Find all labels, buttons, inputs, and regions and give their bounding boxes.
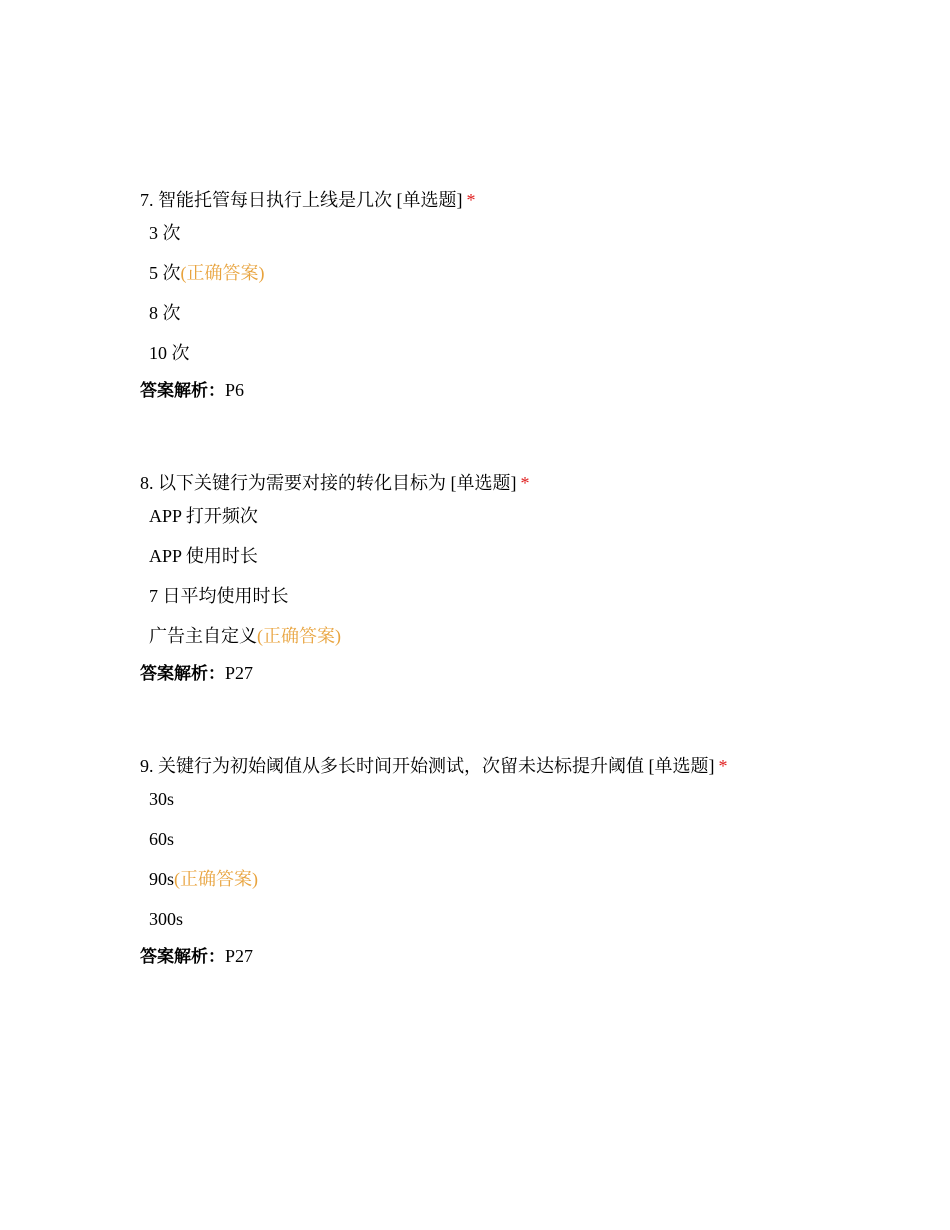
option-text: 300s <box>149 909 184 929</box>
question-title <box>140 188 860 212</box>
option-item[interactable] <box>140 624 860 648</box>
option-item[interactable] <box>140 827 860 851</box>
answer-analysis-value: P6 <box>225 380 245 400</box>
option-text: 8 次 <box>149 303 181 323</box>
option-text: APP 使用时长 <box>149 546 258 566</box>
option-item[interactable] <box>140 544 860 568</box>
required-asterisk: * <box>718 756 728 776</box>
question-title-text: 8. 以下关键行为需要对接的转化目标为 [单选题] <box>140 473 517 493</box>
question-title-text: 7. 智能托管每日执行上线是几次 [单选题] <box>140 190 463 210</box>
option-text: APP 打开频次 <box>149 506 258 526</box>
answer-analysis-label: 答案解析： <box>140 664 225 684</box>
answer-analysis-label: 答案解析： <box>140 947 225 967</box>
correct-answer-tag: (正确答案) <box>180 263 265 283</box>
correct-answer-tag: (正确答案) <box>257 626 341 646</box>
option-text: 30s <box>149 789 175 809</box>
question-9 <box>140 754 860 968</box>
option-item[interactable] <box>140 584 860 608</box>
answer-analysis-label: 答案解析： <box>140 381 225 401</box>
option-item[interactable] <box>140 261 860 285</box>
question-title <box>140 754 860 778</box>
option-item[interactable] <box>140 341 860 365</box>
option-item[interactable] <box>140 787 860 811</box>
required-asterisk: * <box>466 190 476 210</box>
option-item[interactable] <box>140 504 860 528</box>
option-list <box>140 221 860 365</box>
option-item[interactable] <box>140 907 860 931</box>
answer-analysis <box>140 661 860 685</box>
option-text: 5 次 <box>149 263 181 283</box>
question-title <box>140 471 860 495</box>
option-text: 10 次 <box>149 343 190 363</box>
question-title-text: 9. 关键行为初始阈值从多长时间开始测试，次留未达标提升阈值 [单选题] <box>140 756 715 776</box>
question-7 <box>140 188 860 402</box>
answer-analysis <box>140 944 860 968</box>
answer-analysis-value: P27 <box>225 663 254 683</box>
option-text: 90s <box>149 869 175 889</box>
option-text: 60s <box>149 829 175 849</box>
option-item[interactable] <box>140 867 860 891</box>
option-item[interactable] <box>140 221 860 245</box>
question-8 <box>140 471 860 685</box>
option-text: 广告主自定义 <box>149 626 257 646</box>
answer-analysis-value: P27 <box>225 946 254 966</box>
option-text: 7 日平均使用时长 <box>149 586 289 606</box>
option-list <box>140 787 860 931</box>
option-text: 3 次 <box>149 223 181 243</box>
correct-answer-tag: (正确答案) <box>174 869 259 889</box>
required-asterisk: * <box>520 473 530 493</box>
quiz-document <box>140 188 860 968</box>
answer-analysis <box>140 378 860 402</box>
option-item[interactable] <box>140 301 860 325</box>
option-list <box>140 504 860 648</box>
